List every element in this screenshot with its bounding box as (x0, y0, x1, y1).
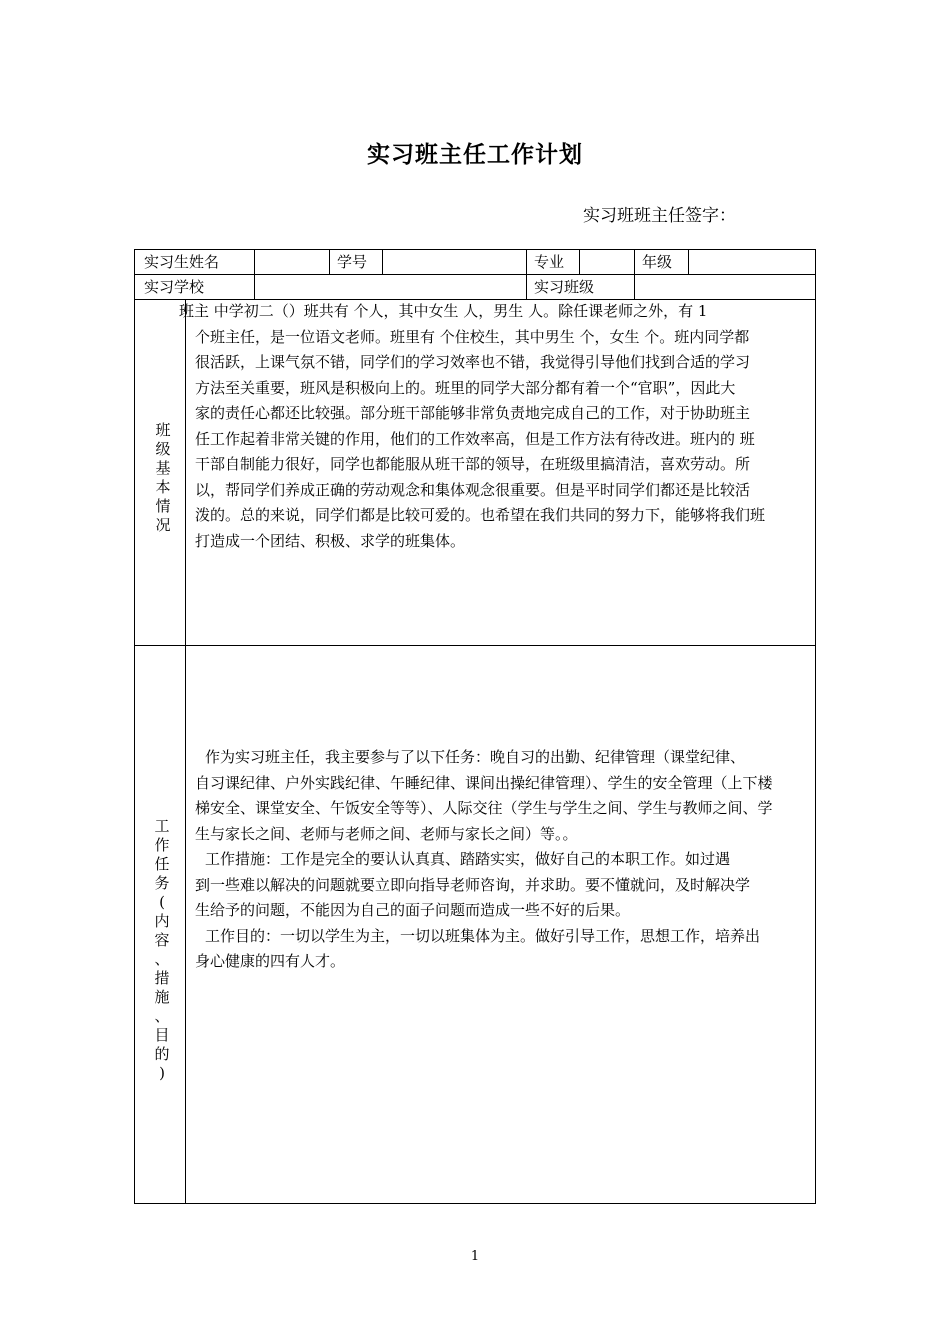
name-label: 实习生姓名 (144, 253, 220, 271)
section2-label-char: 内 (154, 912, 170, 930)
page-title: 实习班主任工作计划 (367, 141, 583, 168)
section1-text (179, 299, 811, 554)
section1-label-char: 况 (155, 516, 171, 534)
cell-class-value[interactable] (634, 274, 816, 300)
grade-label: 年级 (642, 253, 673, 271)
section2-label-char: 、 (154, 950, 170, 968)
section2-label-char: ) (159, 1064, 165, 1082)
signature-label: 实习班班主任签字： (583, 206, 736, 226)
section2-label-char: 目 (154, 1026, 170, 1044)
section2-line: 梯安全、课堂安全、午饭安全等等）、人际交往（学生与学生之间、学生与教师之间、学 (195, 799, 773, 817)
section1-line: 以，帮同学们养成正确的劳动观念和集体观念很重要。但是平时同学们都还是比较活 (195, 480, 751, 499)
section1-label-char: 本 (155, 478, 171, 496)
section2-line: 自习课纪律、户外实践纪律、午睡纪律、课间出操纪律管理）、学生的安全管理（上下楼 (195, 773, 773, 792)
section2-label-char: 务 (154, 874, 170, 892)
section1-label (150, 421, 176, 535)
school-label: 实习学校 (144, 278, 205, 296)
section1-line: 打造成一个团结、积极、求学的班集体。 (195, 531, 466, 550)
section2-label-char: ( (159, 893, 165, 911)
section1-label-char: 班 (155, 421, 171, 439)
section2-line: 到一些难以解决的问题就要立即向指导老师咨询，并求助。要不懂就问，及时解决学 (195, 875, 751, 894)
section2-label-char: 、 (154, 1007, 170, 1025)
section1-line: 个班主任，是一位语文老师。班里有 个住校生，其中男生 个，女生 个。班内同学都 (195, 327, 750, 346)
section2-line: 工作目的：一切以学生为主，一切以班集体为主。做好引导工作，思想工作，培养出 (205, 926, 761, 945)
major-label: 专业 (534, 253, 565, 271)
section1-line: 任工作起着非常关键的作用，他们的工作效率高，但是工作方法有待改进。班内的 班 (195, 429, 755, 448)
section2-text (195, 745, 811, 975)
section2-label-char: 容 (154, 931, 170, 949)
section2-line: 工作措施：工作是完全的要认认真真、踏踏实实，做好自己的本职工作。如过遇 (205, 850, 731, 868)
section2-label-char: 施 (154, 988, 170, 1006)
section2-label-char: 措 (154, 969, 170, 987)
section2-label-char: 作 (154, 836, 170, 854)
section2-line: 作为实习班主任，我主要参与了以下任务：晚自习的出勤、纪律管理（课堂纪律、 (205, 748, 746, 766)
section1-line: 班主 中学初二（）班共有 个人，其中女生 人，男生 人。除任课老师之外，有 1 (179, 302, 708, 320)
section2-line: 身心健康的四有人才。 (195, 952, 346, 970)
id-label: 学号 (337, 253, 368, 271)
cell-grade-value[interactable] (688, 249, 816, 275)
section1-line: 泼的。总的来说，同学们都是比较可爱的。也希望在我们共同的努力下，能够将我们班 (195, 506, 766, 524)
section2-label (147, 817, 177, 1083)
section1-line: 很活跃，上课气氛不错，同学们的学习效率也不错，我觉得引导他们找到合适的学习 (195, 353, 751, 371)
class-label: 实习班级 (534, 278, 595, 296)
section1-label-char: 基 (155, 459, 171, 477)
section1-label-char: 情 (155, 497, 171, 515)
section2-label-char: 任 (154, 855, 170, 873)
cell-id-value[interactable] (382, 249, 527, 275)
section2-line: 生与家长之间、老师与老师之间、老师与家长之间）等。。 (195, 824, 578, 843)
section1-line: 方法至关重要，班风是积极向上的。班里的同学大部分都有着一个“官职”，因此大 (195, 378, 736, 397)
cell-major-value[interactable] (579, 249, 635, 275)
section2-label-char: 的 (154, 1045, 170, 1063)
cell-name-value[interactable] (254, 249, 330, 275)
section2-line: 生给予的问题，不能因为自己的面子问题而造成一些不好的后果。 (195, 901, 631, 919)
page-number: 1 (470, 1249, 480, 1264)
section1-line: 干部自制能力很好，同学也都能服从班干部的领导，在班级里搞清洁，喜欢劳动。所 (195, 455, 751, 473)
section2-label-char: 工 (154, 817, 170, 835)
section1-line: 家的责任心都还比较强。部分班干部能够非常负责地完成自己的工作，对于协助班主 (195, 404, 751, 422)
cell-school-value[interactable] (254, 274, 527, 300)
section1-label-char: 级 (155, 440, 171, 458)
